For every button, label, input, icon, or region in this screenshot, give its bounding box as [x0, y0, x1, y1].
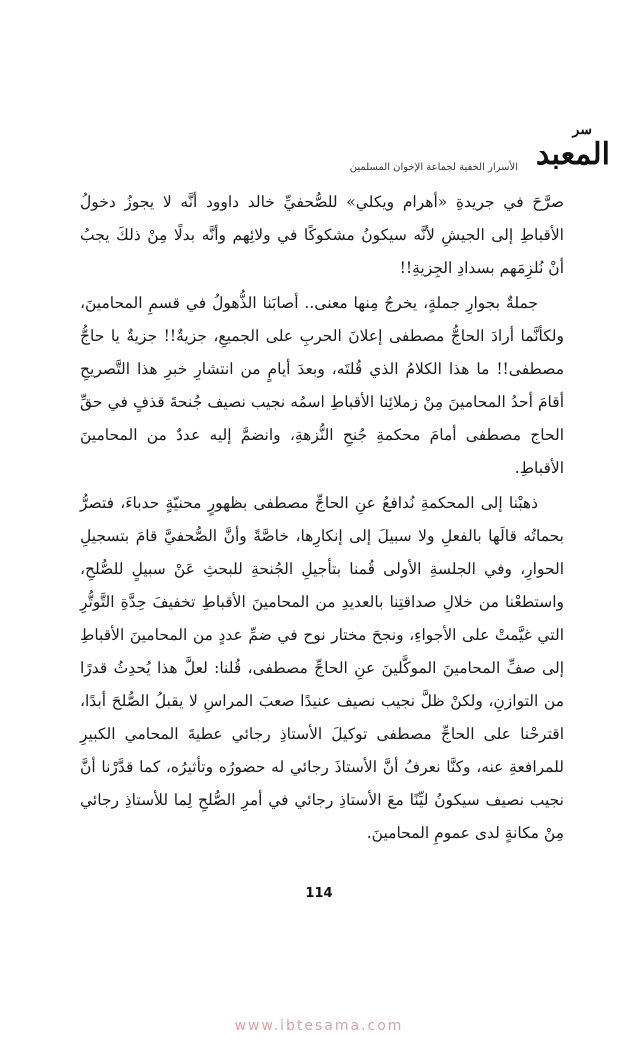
book-logo-small: سر: [572, 122, 592, 138]
book-subtitle: الأسرار الخفية لجماعة الإخوان المسلمين: [349, 162, 518, 173]
body-text: [80, 186, 564, 852]
paragraph-2: جملةٌ بجوارِ جملةٍ، يخرجُ مِنها معنى.. أصابَنا الذُّهولُ في قسمِ المحامينَ، ولكأنَّما أرادَ الحاجُّ مصطفى إعلانَ الحربِ على الجميعِ، جزيةٌ!! جزيةٌ يا حاجُّ مصطفى!! ما هذا الكلامُ الذي قُلتَه، وبعدَ أيامٍ من انتشارِ خبرِ هذا التَّصريحِ أقامَ أحدُ المحامينَ مِنْ زملائِنا الأقباطِ اسمُه نجيب نصيف جُنحةَ قذفٍ في حقِّ الحاج مصطفى أمامَ محكمةِ جُنحِ النُّزهةِ، وانضمَّ إليه عددٌ من المحامينَ الأقباطِ.: [80, 294, 564, 477]
paragraph-1: صرَّحَ في جريدةِ «أهرام ويكلي» للصُّحفيِّ خالد داوود أنَّه لا يجوزُ دخولُ الأقباطِ إلى الجيشِ لأنَّه سيكونُ مشكوكًا في ولائِهم وأنَّه بدلًا مِنْ ذلكَ يجبُ أنْ نُلزِمَهم بسدادِ الجِزيةِ!!: [80, 193, 564, 277]
book-logo: المعبد: [535, 137, 610, 172]
paragraph-3: ذهبْنا إلى المحكمةِ نُدافعُ عنِ الحاجِّ مصطفى بظهورٍ محنيّةٍ حدباءَ، فتصرُّ بحماتُه قالَها بالفعلِ ولا سبيلَ إلى إنكارِها، خاصَّةً وأنَّ الصُّحفيَّ قامَ بتسجيلِ الحوارِ، وفي الجلسةِ الأولى قُمنا بتأجيلِ الجُنحةِ للبحثِ عَنْ سبيلٍ للصُّلحِ، واستطعْنا من خلالِ صداقتِنا بالعديدِ من المحامينَ الأقباطِ تخفيفَ حِدَّةِ التَّوتُّرِ التي غيَّمتْ على الأجواءِ، ونجحَ مختار نوح في ضمِّ عددٍ من المحامينَ الأقباطِ إلى صفِّ المحامينَ الموكَّلينَ عنِ الحاجِّ مصطفى، قُلنا: لعلَّ هذا يُحدِثُ قدرًا من التوازنِ، ولكنْ ظلَّ نجيب نصيف عنيدًا صعبَ المراسِ لا يقبلُ الصُّلحَ أبدًا، اقترحْنا على الحاجِّ مصطفى توكيلَ الأستاذِ رجائي عطيةَ المحامي الكبيرِ للمرافعةِ عنه، وكنَّا نعرفُ أنَّ الأستاذَ رجائي له حضورُه وتأثيرُه، كما قدَّرْنا أنَّ نجيب نصيف سيكونُ ليِّنًا معَ الأستاذِ رجائي في أمرِ الصُّلحِ لِما للأستاذِ رجائي مِنْ مكانةٍ لدى عمومِ المحامينَ.: [80, 494, 564, 842]
page-number: 114: [305, 886, 333, 901]
page-header: [300, 118, 610, 178]
watermark: www.ibtesama.com: [234, 1018, 404, 1034]
